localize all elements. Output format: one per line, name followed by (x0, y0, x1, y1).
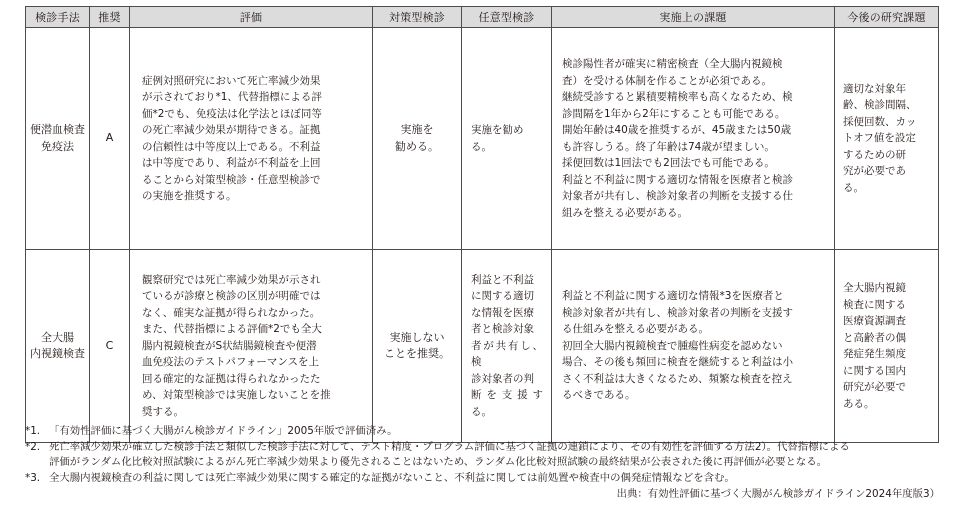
text-line: の実施を推奨する。 (142, 190, 237, 202)
header-voluntary: 任意型検診 (462, 7, 552, 28)
text-line: 医療資源調査 (843, 315, 906, 327)
text-line: 「有効性評価に基づく大腸がん検診ガイドライン」2005年版で評価済み。 (49, 425, 398, 437)
text-line: 全大腸内視鏡 (843, 282, 906, 294)
text-line: るべきである。 (562, 389, 636, 402)
text-line: も許容しうる。終了年齢は74歳が望ましい。 (562, 140, 775, 153)
text-line: 対象者が共有し、検診対象者の判断を支援する仕 (562, 190, 793, 202)
text-line: 全大腸内視鏡検査の利益に関しては死亡率減少効果に関する確定的な証拠がないこと、不利益に関しては前処置や検査中の偶発症情報などを含む。 (49, 471, 735, 484)
method-cell (26, 28, 90, 250)
text-line: 査）を受ける体制を作ることが必須である。 (562, 74, 772, 87)
text-line: 開始年齢は40歳を推奨するが、45歳または50歳 (562, 124, 792, 136)
text-line: 血免疫法のテストパフォーマンスを上 (142, 356, 320, 369)
text-line: ことを推奨。 (384, 347, 450, 360)
text-line: 検診陽性者が確実に精密検査（全大腸内視鏡検 (562, 58, 783, 70)
evaluation-cell (130, 28, 373, 250)
text-line: 研究が必要で (843, 381, 906, 393)
text-line: 検査に関する (843, 298, 906, 311)
text-line: 診間隔を1年から2年にすることも可能である。 (562, 107, 786, 120)
text-line: 評価がランダム化比較対照試験によるがん死亡率減少効果より優先されることはないため、ランダム化比較対照試験の最終結果が公表された後に再評価が必要となる。 (49, 456, 828, 468)
text-line: め、対策型検診では実施しないことを推 (142, 389, 331, 402)
implementation-cell (552, 250, 835, 443)
text-line: 者が共有し、検 (471, 339, 543, 369)
text-line: 発症発生頻度 (843, 348, 906, 360)
table-row (26, 250, 939, 443)
text-line: 断を支援する。 (471, 389, 543, 418)
text-line: また、代替指標による評価*2でも全大 (142, 323, 322, 336)
text-line: 観察研究では死亡率減少効果が示され (142, 273, 321, 286)
text-line: 勧める。 (395, 139, 439, 153)
voluntary-cell (462, 28, 552, 250)
text-line: 実施しない (389, 330, 445, 344)
text-line: 死亡率減少効果が確立した検診手法と類似した検診手法に対して、テスト精度・プログラム評価に基づく証拠の連鎖により、その有効性を評価する方法2）。代替指標による (49, 440, 850, 453)
header-evaluation: 評価 (130, 7, 373, 28)
text-line: 実施を勧める。 (471, 124, 524, 153)
text-line: に関する国内 (843, 364, 906, 377)
text-line: 実施を (400, 123, 434, 136)
text-line: 利益と不利益に関する適切な情報を医療者と検診 (562, 173, 793, 186)
text-line: が示されており*1、代替指標による評 (142, 91, 322, 103)
text-line: なく、確実な証拠が得られなかった。 (142, 306, 321, 319)
text-line: 適切な対象年 (843, 82, 906, 95)
footnote-mark: *1. (25, 425, 41, 437)
text-line: 採便回数は1回法でも2回法でも可能である。 (562, 157, 775, 169)
text-line: するための研 (843, 148, 906, 161)
footnote (25, 424, 940, 440)
text-line: 症例対照研究において死亡率減少効果 (142, 74, 321, 87)
text-line: 採便回数、カッ (843, 115, 917, 128)
text-line: な情報を医療 (471, 306, 534, 319)
text-line: 便潜血検査 (30, 123, 85, 136)
text-line: 組みを整える必要がある。 (562, 206, 688, 219)
text-line: る仕組みを整える必要がある。 (562, 323, 709, 336)
text-line: 全大腸 (41, 330, 74, 344)
text-line: は中等度であり、利益が不利益を上回 (142, 157, 321, 169)
implementation-cell (552, 28, 835, 250)
text-line: 者と検診対象 (471, 323, 534, 336)
recommendation-table (25, 6, 939, 443)
footnotes (25, 424, 940, 503)
grade-cell: A (90, 28, 130, 250)
text-line: に関する適切 (471, 290, 534, 303)
text-line: 回る確定的な証拠は得られなかったた (142, 372, 321, 385)
footnote-text (49, 471, 940, 487)
header-method: 検診手法 (26, 7, 90, 28)
footnote (25, 471, 940, 487)
text-line: ているが診療と検診の区別が明確では (142, 290, 321, 303)
text-line: の信頼性は中等度以上である。不利益 (142, 140, 321, 153)
table-row (26, 28, 939, 250)
future-research-cell (835, 28, 939, 250)
future-research-cell (835, 250, 939, 443)
evaluation-cell (130, 250, 373, 443)
footnote-mark: *3. (25, 471, 41, 484)
footnote-mark: *2. (25, 440, 41, 453)
text-line: 継続受診すると累積要精検率も高くなるため、検 (562, 91, 793, 103)
text-line: 齢、検診間隔、 (843, 99, 917, 112)
footnote-text (49, 440, 940, 471)
header-row (26, 7, 939, 28)
text-line: 検診対象者が共有し、検診対象者の判断を支援す (562, 306, 793, 319)
text-line: 初回全大腸内視鏡検査で腫瘍性病変を認めない (562, 339, 783, 352)
text-line: 場合、その後も頻回に検査を継続すると利益は小 (562, 356, 793, 369)
text-line: さく不利益は大きくなるため、頻繁な検査を控え (562, 372, 793, 385)
header-grade: 推奨 (90, 7, 130, 28)
text-line: の死亡率減少効果が期待できる。証拠 (142, 124, 321, 136)
text-line: 利益と不利益 (471, 273, 534, 286)
text-line: 奨する。 (142, 405, 184, 418)
text-line: 免疫法 (41, 139, 74, 153)
footnote (25, 440, 940, 471)
text-line: ある。 (843, 397, 875, 410)
text-line: 腸内視鏡検査がS状結腸鏡検査や便潜 (142, 339, 317, 352)
text-line: ることから対策型検診・任意型検診で (142, 173, 321, 186)
text-line: 診対象者の判 (471, 372, 534, 385)
header-implementation: 実施上の課題 (552, 7, 835, 28)
text-line: る。 (843, 181, 864, 194)
header-future-research: 今後の研究課題 (835, 7, 939, 28)
source-citation: 出典：有効性評価に基づく大腸がん検診ガイドライン2024年度版3） (616, 488, 940, 500)
grade-cell: C (90, 250, 130, 443)
organized-cell (373, 28, 462, 250)
method-cell (26, 250, 90, 443)
text-line: 究が必要であ (843, 165, 906, 178)
header-organized: 対策型検診 (373, 7, 462, 28)
organized-cell (373, 250, 462, 443)
footnote-text (49, 424, 940, 440)
text-line: 価*2でも、免疫法は化学法とほぼ同等 (142, 107, 322, 120)
text-line: と高齢者の偶 (843, 331, 906, 344)
voluntary-cell (462, 250, 552, 443)
text-line: 内視鏡検査 (30, 347, 85, 360)
text-line: トオフ値を設定 (843, 132, 916, 145)
text-line: 利益と不利益に関する適切な情報*3を医療者と (562, 290, 784, 303)
